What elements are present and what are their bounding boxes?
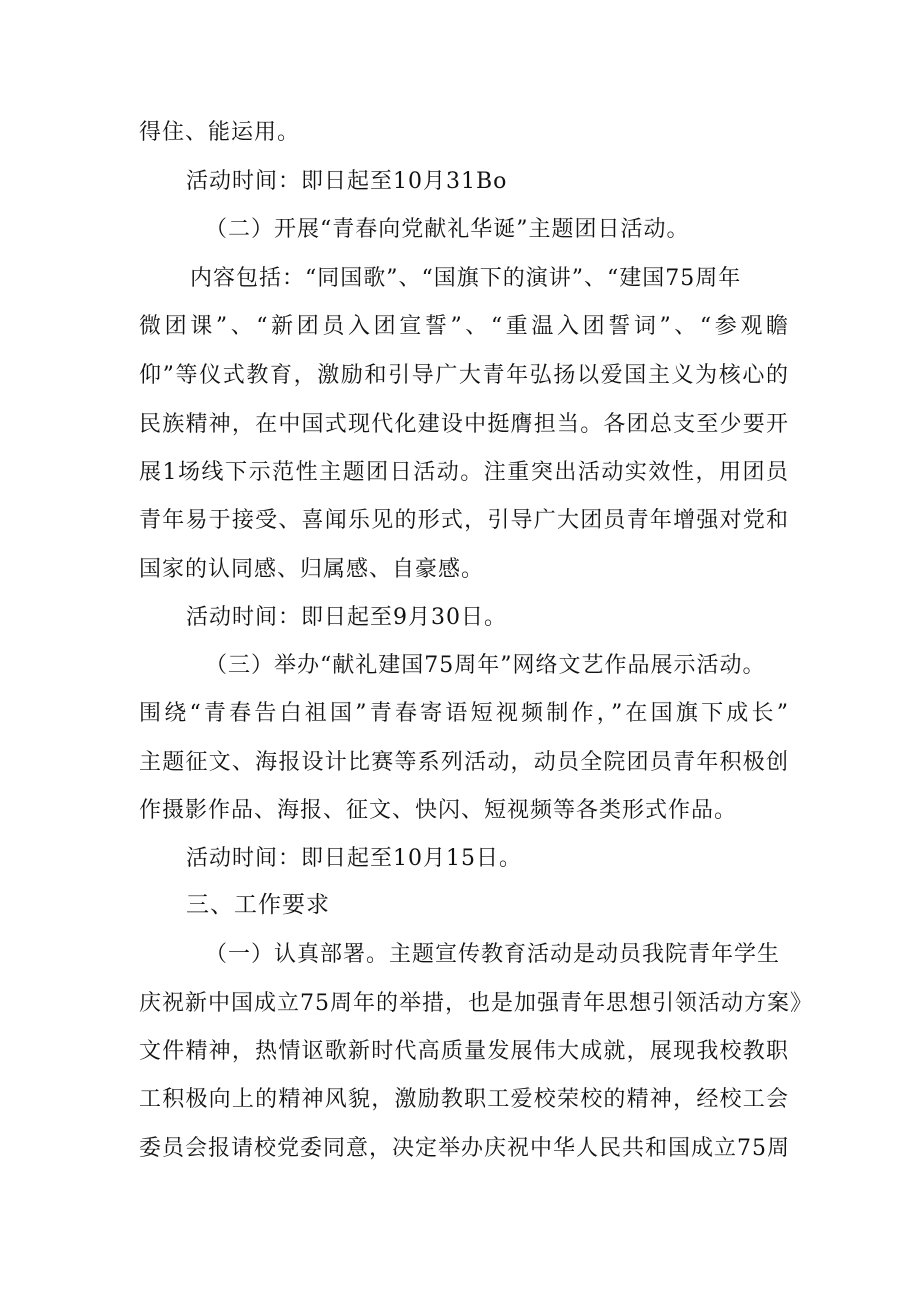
paragraph-line: （一）认真部署。主题宣传教育活动是动员我院青年学生: [205, 942, 781, 967]
activity-time-line: 活动时间：即日起至9月30日。: [186, 605, 507, 630]
paragraph-line: 国家的认同感、归属感、自豪感。: [139, 557, 485, 582]
section-heading-2: （二）开展“青春向党献礼华诞”主题团日活动。: [205, 217, 690, 242]
paragraph-line: 民族精神，在中国式现代化建设中挺膺担当。各团总支至少要开: [139, 412, 789, 437]
section-heading-3: （三）举办“献礼建国75周年”网络文艺作品展示活动。: [205, 653, 766, 678]
paragraph-line: 内容包括：“同国歌”、“国旗下的演讲”、“建国75周年: [190, 266, 742, 291]
section-title-work-requirements: 三、工作要求: [186, 892, 330, 918]
paragraph-line: 委员会报请校党委同意，决定举办庆祝中华人民共和国成立75周: [139, 1136, 790, 1161]
activity-time-line: 活动时间：即日起至10月31Bo: [186, 169, 508, 194]
paragraph-line: 作摄影作品、海报、征文、快闪、短视频等各类形式作品。: [139, 798, 738, 823]
paragraph-line: 庆祝新中国成立75周年的举措，也是加强青年思想引领活动方案》: [139, 991, 813, 1016]
paragraph-line: 青年易于接受、喜闻乐见的形式，引导广大团员青年增强对党和: [139, 508, 789, 533]
paragraph-line: 仰”等仪式教育，激励和引导广大青年弘扬以爱国主义为核心的: [139, 363, 789, 388]
paragraph-line: 工积极向上的精神风貌，激励教职工爱校荣校的精神，经校工会: [139, 1087, 789, 1112]
paragraph-line: 主题征文、海报设计比赛等系列活动，动员全院团员青年积极创: [139, 750, 789, 775]
paragraph-line: 围绕“青春告白祖国”青春寄语短视频制作，”在国旗下成长”: [139, 701, 789, 726]
activity-time-line: 活动时间：即日起至10月15日。: [186, 846, 522, 871]
paragraph-line: 展1场线下示范性主题团日活动。注重突出活动实效性，用团员: [139, 460, 789, 485]
paragraph-line: 得住、能运用。: [139, 120, 301, 145]
paragraph-line: 微团课”、“新团员入团宣誓”、“重温入团誓词”、“参观瞻: [139, 314, 789, 339]
paragraph-line: 文件精神，热情讴歌新时代高质量发展伟大成就，展现我校教职: [139, 1039, 789, 1064]
